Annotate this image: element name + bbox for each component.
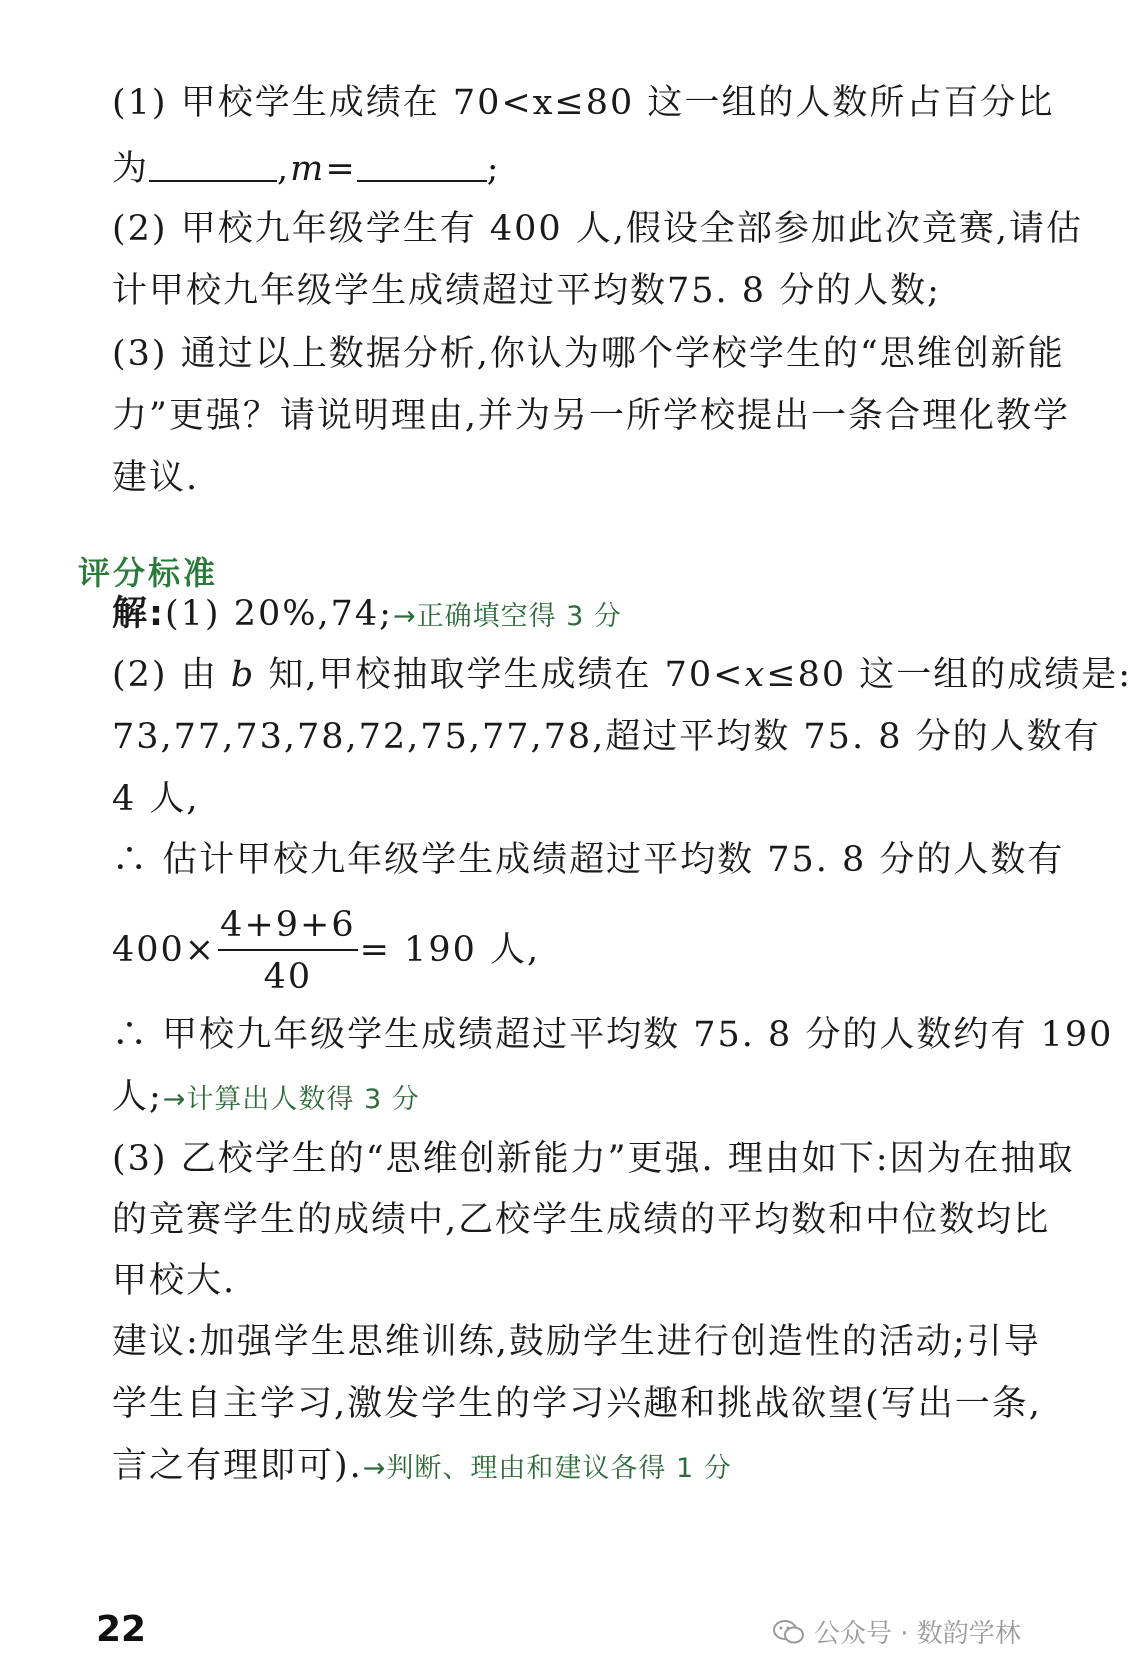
solution-3-line-3: 甲校大. xyxy=(112,1261,237,1301)
solution-2-conclusion: 人; xyxy=(112,1077,163,1117)
equation-right: = 190 人, xyxy=(359,929,541,970)
solution-2-line-3: 4 人, xyxy=(112,779,200,819)
fraction-numerator: 4+9+6 xyxy=(218,905,357,951)
fraction-denominator: 40 xyxy=(263,957,313,998)
solution-2-line-6: ∴ 甲校九年级学生成绩超过平均数 75. 8 分的人数约有 190 xyxy=(112,1015,1114,1055)
solution-2-line-2: 73,77,73,78,72,75,77,78,超过平均数 75. 8 分的人数有 xyxy=(112,717,1101,757)
q1-text-a: 为 xyxy=(112,149,150,189)
page-number: 22 xyxy=(96,1609,147,1650)
q3-line-2: 力”更强？请说明理由,并为另一所学校提出一条合理化教学 xyxy=(112,396,1071,436)
solution-2-text-c: 知,甲校抽取学生成绩在 70< xyxy=(255,655,745,695)
scoring-heading: 评分标准 xyxy=(78,554,219,592)
score-note-2: →计算出人数得 3 分 xyxy=(162,1084,420,1115)
answer-blank-percent xyxy=(149,150,277,182)
solution-part-1 xyxy=(112,594,622,634)
solution-3-line-6 xyxy=(112,1446,732,1486)
solution-3-line-2: 的竞赛学生的成绩中,乙校学生成绩的平均数和中位数均比 xyxy=(112,1200,1051,1240)
q3-line-1: (3) 通过以上数据分析,你认为哪个学校学生的“思维创新能 xyxy=(112,334,1065,374)
q1-line-1: (1) 甲校学生成绩在 70<x≤80 这一组的人数所占百分比 xyxy=(112,83,1055,123)
solution-3-line-5: 学生自主学习,激发学生的学习兴趣和挑战欲望(写出一条, xyxy=(112,1384,1042,1424)
solution-2-text-d: ≤80 这一组的成绩是: xyxy=(766,655,1132,695)
fraction xyxy=(218,905,357,998)
q1-equals: = xyxy=(325,149,357,189)
watermark xyxy=(772,1618,1021,1647)
q1-comma: , xyxy=(277,149,291,189)
solution-label: 解: xyxy=(112,594,165,634)
answer-blank-m xyxy=(357,150,487,182)
solution-3-line-1: (3) 乙校学生的“思维创新能力”更强. 理由如下:因为在抽取 xyxy=(112,1139,1075,1179)
solution-1-answer: (1) 20%,74; xyxy=(165,594,393,634)
q1-line-2 xyxy=(112,150,500,187)
equation-left: 400× xyxy=(112,929,217,970)
q1-semicolon: ; xyxy=(486,149,501,189)
solution-3-line-4: 建议:加强学生思维训练,鼓励学生进行创造性的活动;引导 xyxy=(112,1322,1041,1362)
variable-b: b xyxy=(230,655,256,695)
q2-line-1: (2) 甲校九年级学生有 400 人,假设全部参加此次竞赛,请估 xyxy=(112,209,1084,249)
solution-2-text-a: (2) 由 xyxy=(112,655,231,695)
solution-2-line-7 xyxy=(112,1077,420,1117)
fraction-equation xyxy=(112,905,540,998)
score-note-1: →正确填空得 3 分 xyxy=(392,601,622,632)
score-note-3: →判断、理由和建议各得 1 分 xyxy=(362,1453,732,1484)
variable-x: x xyxy=(744,655,767,695)
watermark-text: 公众号 · 数韵学林 xyxy=(814,1619,1021,1649)
solution-3-suggestion-end: 言之有理即可). xyxy=(112,1446,363,1486)
q2-line-2: 计甲校九年级学生成绩超过平均数75. 8 分的人数; xyxy=(112,271,941,311)
q1-m-variable: m xyxy=(290,149,326,189)
wechat-icon xyxy=(772,1618,806,1646)
q3-line-3: 建议. xyxy=(112,458,200,498)
solution-2-line-1 xyxy=(112,655,1132,695)
solution-2-line-4: ∴ 估计甲校九年级学生成绩超过平均数 75. 8 分的人数有 xyxy=(112,840,1065,880)
